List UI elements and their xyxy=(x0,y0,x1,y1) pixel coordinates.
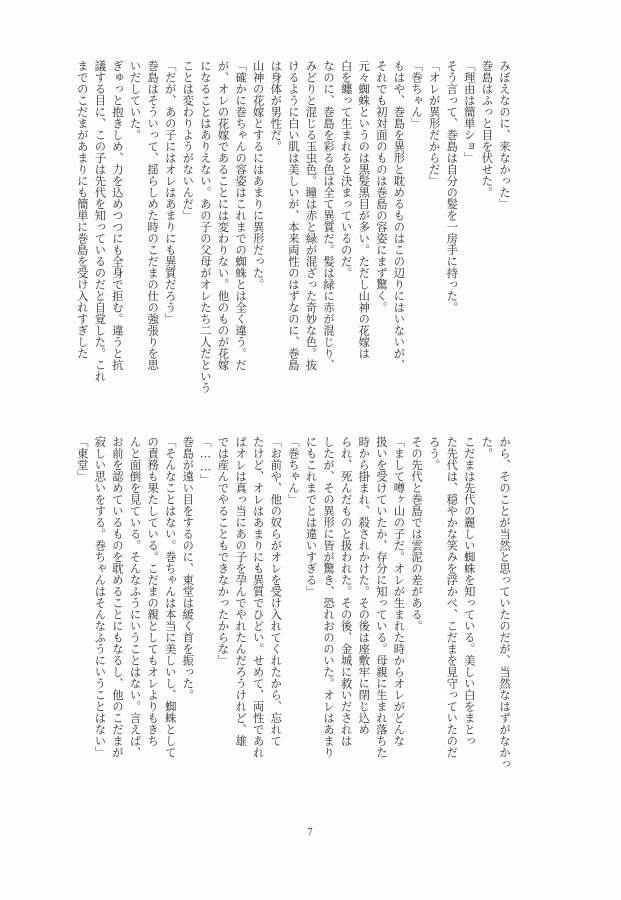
text-line: になることはありえない。あの子の父母がオレたち二人だという xyxy=(198,60,212,394)
text-line: の責務も果たしている。こだまの親としてもオレよりもきち xyxy=(146,436,160,747)
text-line: それでも初対面のものは巻島の容姿にまず驚く。 xyxy=(374,60,388,313)
text-line: 扱いを受けていたか、存分に知っている。母親に生まれ落ちた xyxy=(374,436,388,758)
text-line: 山神の花嫁とするにはあまりに異形だった。 xyxy=(251,60,265,290)
text-line: 寂しい思いをする。巻ちゃんはそんなふうにいうことはない」 xyxy=(93,436,107,758)
text-line: もはや、巻島を異形と耽めるものはこの辺りにはいないが、 xyxy=(392,60,406,371)
text-line: は身体が男性だ。 xyxy=(269,60,283,152)
text-line: では産んでやることもできなかったからな」 xyxy=(216,436,230,666)
text-line: 「だが、あの子にはオレはあまりにも異質だろう」 xyxy=(163,60,177,325)
text-line: 「確かに巻ちゃんの容姿はこれまでの蜘蛛とは全く違う。だ xyxy=(234,60,248,371)
lower-text-column-block xyxy=(73,436,513,821)
text-line: 「東堂」 xyxy=(75,436,89,482)
text-line: 巻島はふっと目を伏せた。 xyxy=(480,60,494,198)
text-line: 「巻ちゃん」 xyxy=(286,436,300,505)
text-line: られ、死んだものと扱われた。その後、金城に救いだされは xyxy=(339,436,353,747)
text-line: いだしていた。 xyxy=(128,60,142,141)
upper-text-column-block xyxy=(73,60,513,432)
text-line: お前を認めているものを耽めることにもなるし、他のこだまが xyxy=(110,436,124,758)
text-line: その先代と巻島では雲泥の差がある。 xyxy=(410,436,424,632)
text-line: けるように白い肌は美しいが、本来両性のはずなのに、巻島 xyxy=(286,60,300,371)
text-line: た先代は、穏やかな笑みを浮かべ、こだまを見守っていたのだ xyxy=(445,436,459,758)
text-line: 「……」 xyxy=(198,436,212,486)
text-line: までのこだまがあまりにも簡単に巻島を受け入れすぎした xyxy=(75,60,89,359)
text-line: 「巻ちゃん」 xyxy=(410,60,424,129)
text-line: 時から掛まれ、殺されかけた。その後は座敷牢に閉じ込め xyxy=(357,436,371,735)
text-line: 巻島が遠い目をするのに、東堂は緩く首を振った。 xyxy=(181,436,195,701)
text-line: たけど、オレはあまりにも異質でひどい。せめて、両性であれ xyxy=(251,436,265,758)
text-line: 「理由は簡単ショ」 xyxy=(462,60,476,164)
text-line: ろう。 xyxy=(427,436,441,471)
text-line: 「お前や、他の奴らがオレを受け入れてくれたから、忘れて xyxy=(269,436,283,747)
text-line: みどりと混じる玉虫色。瞳は赤と緑が混ざった奇妙な色。抜 xyxy=(304,60,318,371)
text-line: ことは変わりようがないんだ」 xyxy=(181,60,195,221)
text-line: 白を纏って生まれると決まっているのだ。 xyxy=(339,60,353,279)
text-line: 「そんなことはない。巻ちゃんは本当に美しいし、蜘蛛として xyxy=(163,436,177,758)
text-line: なのに、巻島を彩る色は全て異質だ。髪は緑に赤が混じり、 xyxy=(322,60,336,371)
text-line: 「オレが異形だからだ」 xyxy=(427,60,441,187)
text-line: が、オレの花嫁であることには変わりない。他のものが花嫁 xyxy=(216,60,230,371)
page-number: 7 xyxy=(307,828,313,838)
text-line: みぼえなのに、来なかった」 xyxy=(498,60,511,210)
text-line: ばオレは真っ当にあの子を孕んでやれたんだろうけれど、雄 xyxy=(234,436,248,747)
text-line: んと面倒を見ている。そんなふうにいうことはない。言えば、 xyxy=(128,436,142,758)
text-line: したが、その異形に皆が驚き、恐れおののいた。オレはあまり xyxy=(322,436,336,758)
text-line: そう言って、巻島は自分の髪を一房手に持った。 xyxy=(445,60,459,313)
text-line: 巻島はそういって、揺らしめた時のこだまの仕の強張りを思 xyxy=(146,60,160,371)
text-line: にもこれまでとは違いすぎる」 xyxy=(304,436,318,597)
text-line: た。 xyxy=(480,436,494,459)
text-line: こだまは先代の麗しい蜘蛛を知っている。美しい白をまとっ xyxy=(462,436,476,747)
text-line: 元々蜘蛛というのは黒髪黒目が多い。ただし山神の花嫁は xyxy=(357,60,371,359)
text-line: 「まして噂ヶ山の子だ。オレが生まれた時からオレがどんな xyxy=(392,436,406,747)
text-line: から、そのことが当然と思っていたのだが、当然なはずがなかっ xyxy=(498,436,511,770)
text-line: 議する目に、この子は先代を知っているのだと自覚した。これ xyxy=(93,60,107,382)
text-line: ぎゅっと抱きしめ、力を込めつつにも全身で拒む。違うと抗 xyxy=(110,60,124,371)
